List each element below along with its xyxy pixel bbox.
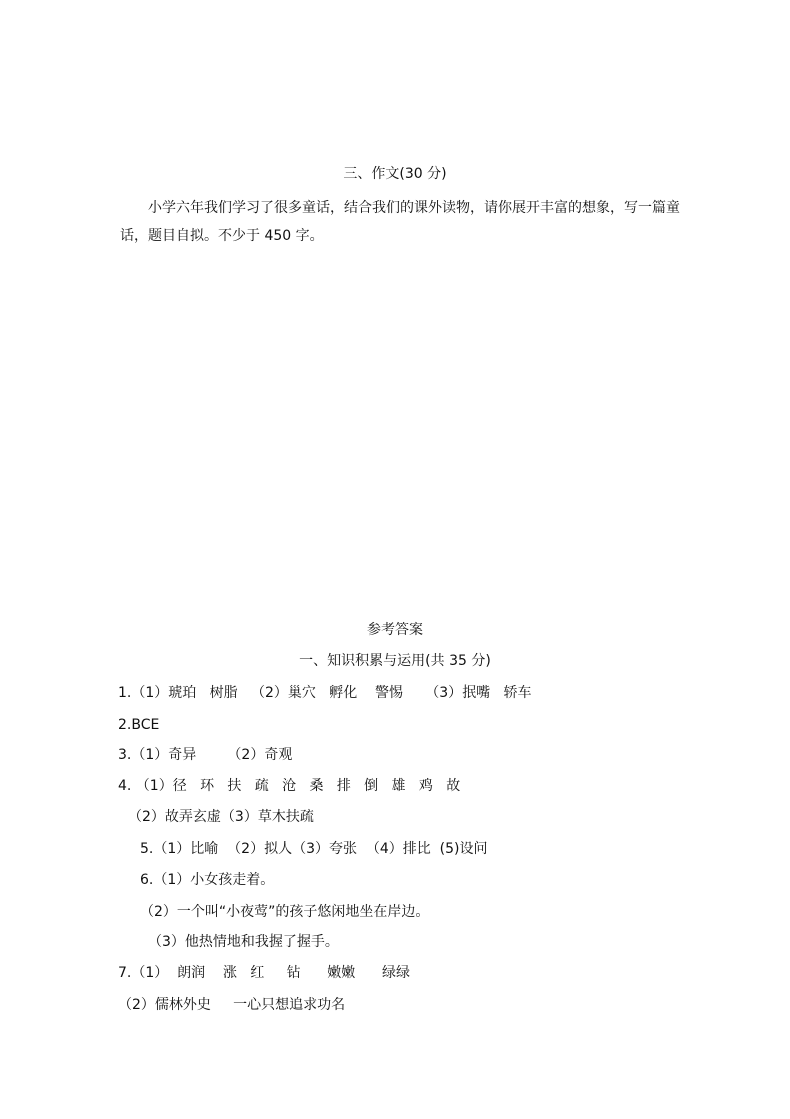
answer-line-4: 4. （1）径 环 扶 疏 沧 桑 排 倒 雄 鸡 故	[118, 778, 461, 794]
essay-prompt: 小学六年我们学习了很多童话，结合我们的课外读物，请你展开丰富的想象，写一篇童话，题目自拟。不少于 450 字。	[120, 200, 680, 244]
answer-line-2: 2.BCE	[118, 717, 160, 733]
answers-section-heading: 一、知识积累与运用(共 35 分)	[299, 653, 491, 669]
answer-line-10: 7.（1） 朗润 涨 红 钻 嫩嫩 绿绿	[118, 965, 410, 981]
answer-line-11: （2）儒林外史 一心只想追求功名	[118, 997, 346, 1013]
answers-title: 参考答案	[367, 622, 423, 638]
answer-line-7: 6.（1）小女孩走着。	[140, 872, 275, 888]
answer-line-8: （2）一个叫“小夜莺”的孩子悠闲地坐在岸边。	[140, 904, 430, 920]
answer-line-1: 1.（1）琥珀 树脂 （2）巢穴 孵化 警惕 （3）抿嘴 轿车	[118, 685, 532, 701]
answer-line-3: 3.（1）奇异 （2）奇观	[118, 747, 293, 763]
essay-heading: 三、作文(30 分)	[343, 166, 447, 182]
answer-line-9: （3）他热情地和我握了握手。	[148, 934, 339, 950]
answer-line-6: 5.（1）比喻 （2）拟人（3）夸张 （4）排比 (5)设问	[140, 841, 488, 857]
answer-line-5: （2）故弄玄虚（3）草木扶疏	[128, 809, 314, 825]
